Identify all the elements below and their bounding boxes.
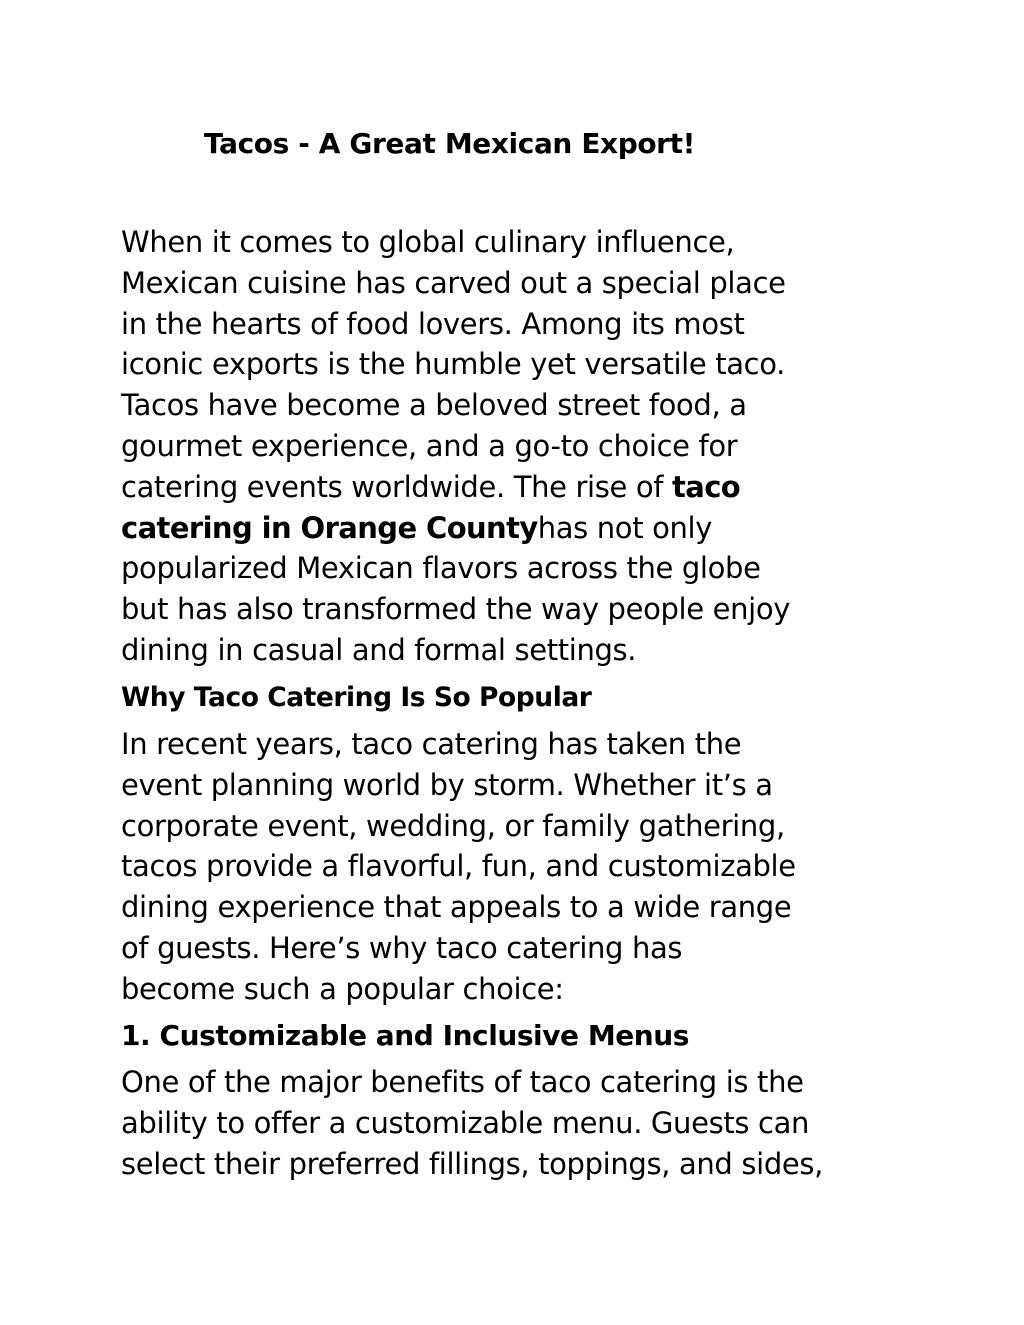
section-heading-customizable: 1. Customizable and Inclusive Menus — [121, 1019, 689, 1052]
paragraph-line: select their preferred fillings, toppings, and sides, — [121, 1146, 823, 1181]
paragraph-line: ability to offer a customizable menu. Guests can — [121, 1105, 810, 1140]
paragraph-line: tacos provide a flavorful, fun, and customizable — [121, 849, 796, 884]
intro-line: Mexican cuisine has carved out a special place — [121, 265, 786, 300]
paragraph-line: become such a popular choice: — [121, 971, 564, 1006]
intro-line: in the hearts of food lovers. Among its most — [121, 306, 745, 341]
keyword-bold: taco — [671, 469, 741, 504]
paragraph-line: of guests. Here’s why taco catering has — [121, 930, 683, 965]
intro-line: but has also transformed the way people enjoy — [121, 592, 791, 627]
paragraph-line: dining experience that appeals to a wide range — [121, 890, 792, 925]
section-heading-popularity: Why Taco Catering Is So Popular — [121, 682, 592, 713]
intro-line: gourmet experience, and a go-to choice for — [121, 428, 738, 463]
intro-line — [121, 467, 921, 508]
intro-text: has not only — [537, 510, 713, 545]
intro-line: popularized Mexican flavors across the globe — [121, 551, 761, 586]
document-title: Tacos - A Great Mexican Export! — [204, 127, 695, 160]
intro-line: When it comes to global culinary influence, — [121, 225, 735, 259]
intro-line: iconic exports is the humble yet versatile taco. — [121, 347, 786, 382]
intro-paragraph — [121, 222, 921, 671]
paragraph-line: One of the major benefits of taco catering is the — [121, 1065, 804, 1099]
intro-line: Tacos have become a beloved street food, a — [121, 388, 747, 423]
intro-text: catering events worldwide. The rise of — [121, 469, 672, 504]
paragraph-line: corporate event, wedding, or family gathering, — [121, 808, 785, 843]
paragraph-line: event planning world by storm. Whether it’s a — [121, 767, 773, 802]
popularity-paragraph — [121, 724, 921, 1010]
intro-line: dining in casual and formal settings. — [121, 632, 637, 667]
customizable-paragraph — [121, 1062, 921, 1184]
intro-line — [121, 508, 921, 549]
paragraph-line: In recent years, taco catering has taken the — [121, 727, 742, 761]
keyword-bold: catering in Orange County — [121, 510, 538, 545]
